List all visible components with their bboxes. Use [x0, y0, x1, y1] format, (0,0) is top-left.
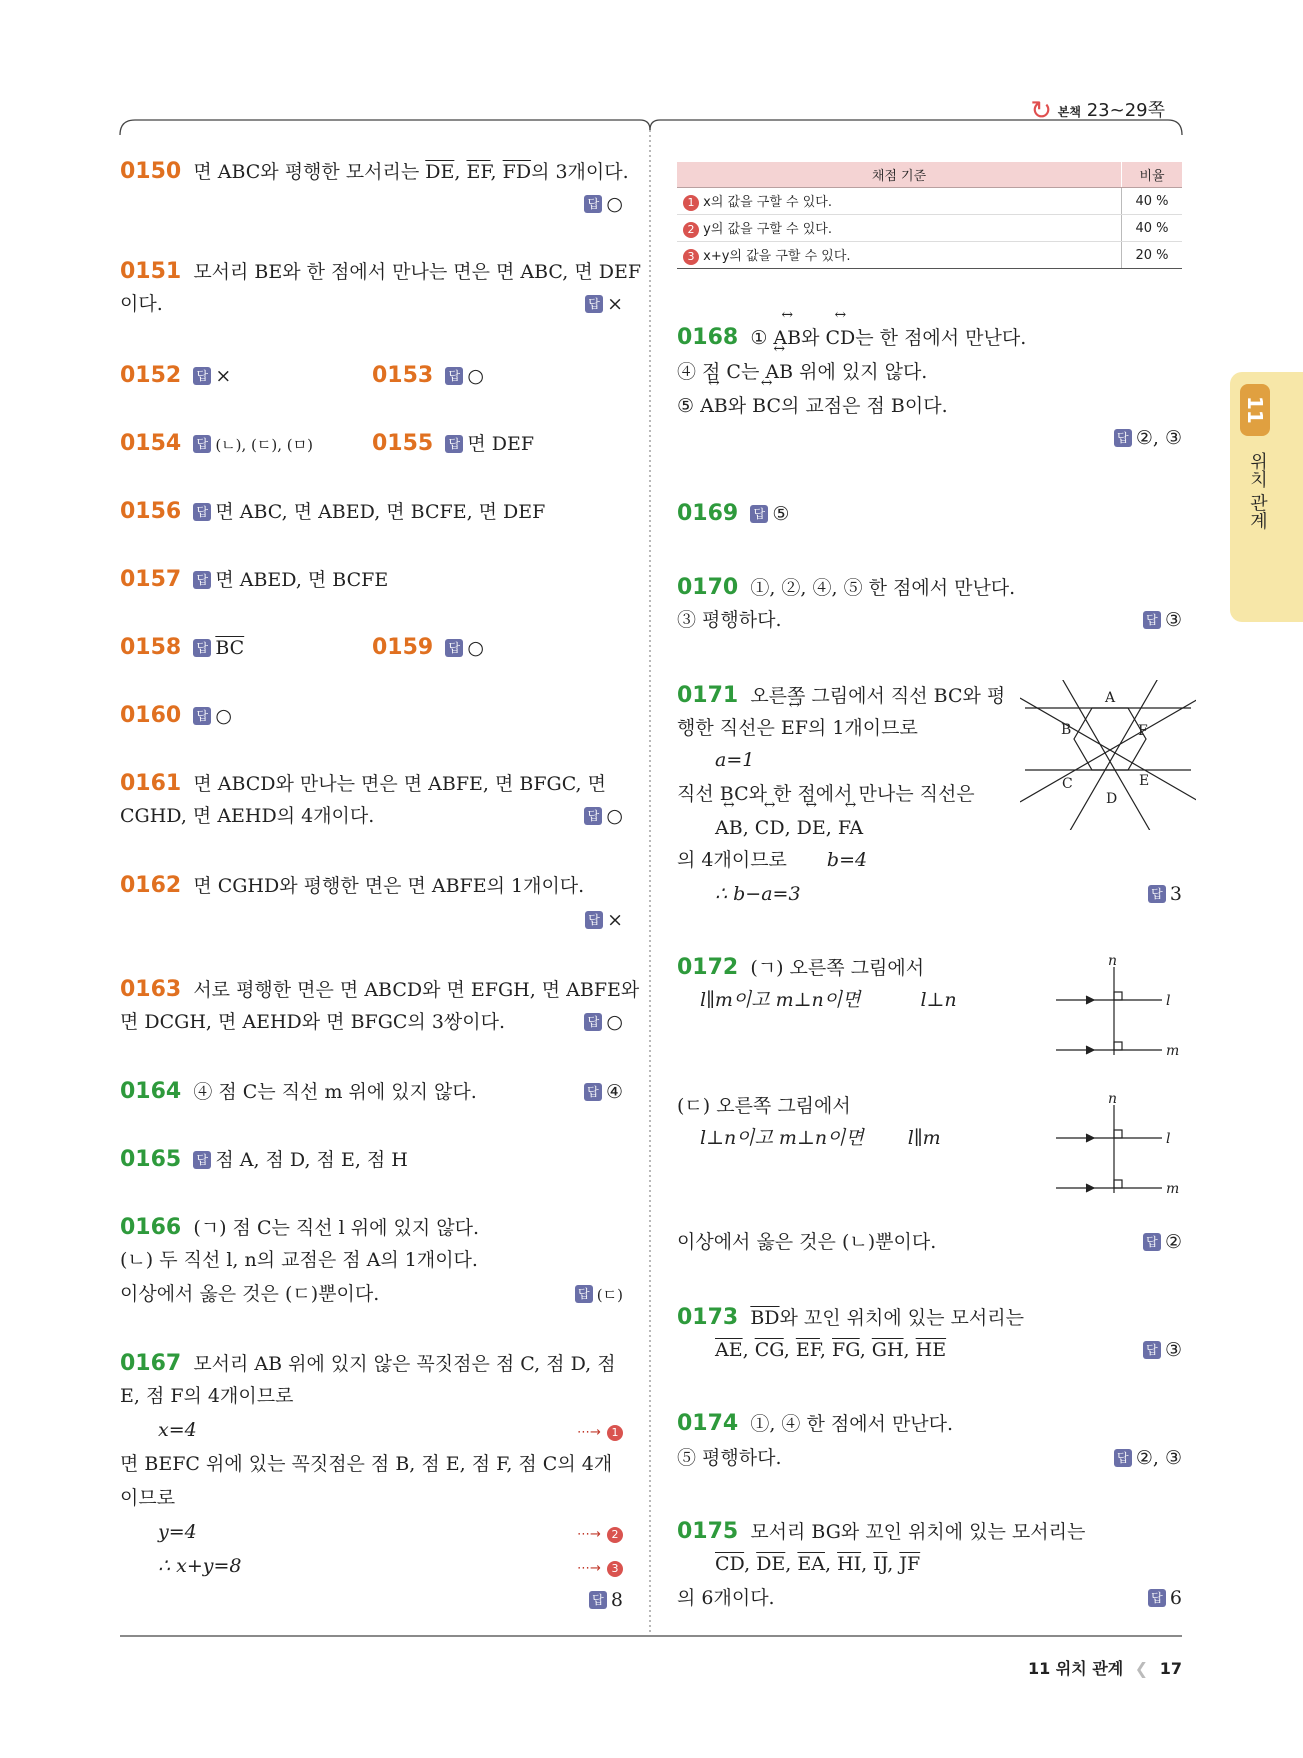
answer-badge: 답: [585, 911, 603, 929]
problem-0155: [372, 430, 534, 458]
problem-number: 0168: [677, 325, 739, 350]
answer-0170: [1143, 606, 1182, 634]
problem-0165: [120, 1146, 408, 1174]
answer-badge: 답: [1143, 1341, 1161, 1359]
answer-value: ×: [215, 365, 232, 387]
solution-text: l∥m: [907, 1127, 941, 1149]
segment: $\overline{CG}$: [754, 1339, 784, 1361]
solution-text: 면 ABC와 평행한 모서리는: [193, 161, 426, 183]
problem-number: 0171: [677, 683, 739, 708]
answer-value: ③: [1164, 1339, 1182, 1361]
solution-text: 와: [801, 327, 826, 349]
problem-0167-line6: y=4: [158, 1521, 197, 1543]
answer-value: ②, ③: [1135, 1447, 1182, 1469]
segment: $\overline{DE}$: [425, 161, 455, 183]
problem-number: 0154: [120, 431, 182, 456]
criteria-text: y의 값을 구할 수 있다.: [703, 222, 832, 237]
solution-text: 행한 직선은: [677, 717, 781, 739]
solution-text: 모서리 AB 위에 있지 않은 꼭짓점은 점 C, 점 D, 점: [193, 1353, 616, 1375]
step-marker-2: ⋯→ 2: [577, 1518, 623, 1549]
answer-badge: 답: [1114, 1449, 1132, 1467]
page-number: 17: [1159, 1659, 1182, 1678]
answer-badge: 답: [445, 367, 463, 385]
problem-0171-line2: [677, 714, 918, 742]
segment: $\overline{JF}$: [899, 1553, 921, 1575]
line-symbol: ↔ AB: [765, 358, 793, 386]
grading-criteria-table: [677, 162, 1182, 269]
problem-0171-line4: 직선 BC와 한 점에서 만나는 직선은: [677, 783, 975, 805]
book-label: 본책: [1057, 105, 1081, 119]
problem-0164: [120, 1078, 477, 1106]
answer-0173: [1143, 1336, 1182, 1364]
answer-value: 8: [610, 1589, 623, 1611]
problem-number: 0159: [372, 635, 434, 660]
answer-badge: 답: [584, 195, 602, 213]
solution-text: l∥m이고 m⊥n이면: [700, 989, 861, 1011]
solution-text: ⑤: [677, 395, 701, 417]
line-symbol: ↔ DE: [797, 814, 826, 842]
page-range: 23~29쪽: [1086, 100, 1165, 121]
criteria-text: x+y의 값을 구할 수 있다.: [703, 249, 851, 264]
problem-number: 0175: [677, 1519, 739, 1544]
line-symbol: ↔ AB: [773, 324, 801, 352]
problem-0175-line2: $\overline{CD}$, $\overline{DE}$, $\overline{EA}$, $\overline{HI}$, $\overline{IJ}$, $\overline{JF}$: [715, 1553, 921, 1575]
solution-text: 의 4개이므로: [677, 849, 787, 871]
problem-number: 0151: [120, 259, 182, 284]
chevron-left-icon: ❮: [1134, 1659, 1149, 1678]
problem-0171-line7: ∴ b−a=3: [715, 883, 801, 905]
problem-number: 0160: [120, 703, 182, 728]
answer-0163: [584, 1008, 623, 1036]
answer-0175: [1148, 1584, 1182, 1612]
table-header-row: [677, 162, 1182, 188]
answer-value: 면 ABC, 면 ABED, 면 BCFE, 면 DEF: [215, 501, 546, 523]
segment: $\overline{FD}$: [502, 161, 532, 183]
problem-0171-line5: ↔ AB, ↔ CD, ↔ DE, ↔ FA: [715, 814, 863, 842]
answer-badge: 답: [750, 505, 768, 523]
segment: $\overline{EF}$: [795, 1339, 820, 1361]
answer-value: ○: [606, 805, 623, 827]
problem-0170-line2: ③ 평행하다.: [677, 609, 782, 631]
answer-0172: [1143, 1228, 1182, 1256]
ratio-cell: 20 %: [1122, 242, 1183, 269]
label-n: n: [1108, 1093, 1118, 1107]
label-A: A: [1105, 690, 1116, 706]
problem-0171-line6: [677, 846, 867, 874]
label-m: m: [1166, 1181, 1180, 1193]
line-symbol: ↔ FA: [838, 814, 863, 842]
label-l: l: [1166, 993, 1171, 1009]
answer-value: ×: [607, 293, 623, 315]
answer-value: 6: [1169, 1587, 1182, 1609]
ratio-header: 비율: [1122, 162, 1183, 188]
answer-badge: 답: [193, 707, 211, 725]
problem-number: 0170: [677, 575, 739, 600]
problem-0168-line3: [677, 392, 948, 420]
problem-0169: [677, 500, 789, 528]
label-l: l: [1166, 1131, 1171, 1147]
answer-0168: [1114, 424, 1182, 452]
solution-text: ④ 점 C는 직선 m 위에 있지 않다.: [193, 1081, 477, 1103]
problem-0166-line2: (ㄴ) 두 직선 l, n의 교점은 점 A의 1개이다.: [120, 1249, 478, 1271]
problem-0150: [120, 158, 629, 186]
book-reference: [1030, 96, 1165, 126]
label-B: B: [1061, 722, 1072, 738]
answer-value: (ㄷ): [596, 1286, 623, 1304]
solution-text: (ㄱ) 점 C는 직선 l 위에 있지 않다.: [193, 1217, 479, 1239]
answer-badge: 답: [1148, 1589, 1166, 1607]
step-number: 2: [683, 222, 699, 238]
step-number: 1: [683, 195, 699, 211]
table-row: [677, 188, 1182, 215]
problem-number: 0165: [120, 1147, 182, 1172]
problem-0151-line2: 이다.: [120, 293, 163, 315]
solution-text: (ㄱ) 오른쪽 그림에서: [750, 957, 925, 979]
problem-0167-line2: E, 점 F의 4개이므로: [120, 1385, 294, 1407]
answer-0150: [584, 190, 623, 218]
problem-number: 0173: [677, 1305, 739, 1330]
ratio-cell: 40 %: [1122, 215, 1183, 242]
problem-0167-line7: ∴ x+y=8: [158, 1555, 242, 1577]
solution-text: ①, ④ 한 점에서 만난다.: [750, 1413, 954, 1435]
segment: $\overline{AE}$: [715, 1339, 743, 1361]
answer-value: ②, ③: [1135, 427, 1182, 449]
line-symbol: ↔ AB: [700, 392, 728, 420]
criteria-header: 채점 기준: [677, 162, 1122, 188]
problem-0172-line4: [700, 1124, 941, 1152]
solution-text: 의 3개이다.: [531, 161, 629, 183]
answer-badge: 답: [575, 1285, 593, 1303]
step-number: 3: [683, 249, 699, 265]
label-C: C: [1062, 776, 1073, 792]
problem-0151: [120, 258, 641, 286]
label-D: D: [1106, 791, 1118, 807]
line-symbol: ↔ CD: [826, 324, 856, 352]
problem-number: 0152: [120, 363, 182, 388]
answer-value: 면 DEF: [467, 433, 535, 455]
solution-text: 모서리 BG와 꼬인 위치에 있는 모서리는: [750, 1521, 1086, 1543]
solution-text: 의 1개이므로: [807, 717, 918, 739]
answer-0161: [584, 802, 623, 830]
answer-0164: [584, 1078, 623, 1106]
step-marker-1: ⋯→ 1: [577, 1416, 623, 1447]
line-symbol: ↔ CD: [755, 814, 785, 842]
problem-number: 0172: [677, 955, 739, 980]
problem-0175-line3: 의 6개이다.: [677, 1587, 775, 1609]
problem-0157: [120, 566, 388, 594]
problem-0174: [677, 1410, 953, 1438]
problem-0167-line3: x=4: [158, 1419, 197, 1441]
problem-0167-line5: 이므로: [120, 1487, 176, 1509]
answer-0162: [585, 906, 623, 934]
answer-badge: 답: [584, 807, 602, 825]
problem-0156: [120, 498, 545, 526]
problem-number: 0166: [120, 1215, 182, 1240]
solution-text: 오른쪽 그림에서 직선 BC와 평: [750, 685, 1006, 707]
answer-0151: [585, 290, 623, 318]
problem-number: 0155: [372, 431, 434, 456]
answer-badge: 답: [1114, 429, 1132, 447]
answer-badge: 답: [193, 1151, 211, 1169]
problem-0170: [677, 574, 1015, 602]
problem-number: 0161: [120, 771, 182, 796]
problem-0166-line3: 이상에서 옳은 것은 (ㄷ)뿐이다.: [120, 1283, 380, 1305]
problem-0173: [677, 1304, 1024, 1332]
perpendicular-diagram-1: [1052, 955, 1182, 1055]
problem-0158: [120, 634, 244, 662]
solution-text: l⊥n: [920, 989, 957, 1011]
step-number: 1: [607, 1425, 623, 1441]
problem-0168: [677, 324, 1026, 352]
label-F: F: [1138, 723, 1148, 739]
answer-badge: 답: [445, 435, 463, 453]
problem-number: 0150: [120, 159, 182, 184]
problem-0173-line2: $\overline{AE}$, $\overline{CG}$, $\overline{EF}$, $\overline{FG}$, $\overline{GH}$, $\overline{HE}$: [715, 1339, 947, 1361]
answer-0174: [1114, 1444, 1182, 1472]
problem-0172: [677, 954, 924, 982]
criteria-cell: [677, 215, 1122, 242]
problem-number: 0167: [120, 1351, 182, 1376]
separator: ,: [454, 161, 467, 183]
answer-badge: 답: [584, 1013, 602, 1031]
answer-badge: 답: [1148, 885, 1166, 903]
answer-badge: 답: [193, 503, 211, 521]
perpendicular-diagram-2: [1052, 1093, 1182, 1193]
problem-number: 0158: [120, 635, 182, 660]
problem-0159: [372, 634, 484, 662]
chapter-title: 위치 관계: [1247, 452, 1268, 530]
answer-value: ×: [607, 909, 623, 931]
problem-0171-line3: a=1: [715, 749, 755, 771]
solution-text: 위에 있지 않다.: [793, 361, 928, 383]
step-marker-3: ⋯→ 3: [577, 1552, 623, 1583]
step-number: 3: [607, 1561, 623, 1577]
hexagon-lines-diagram: [1020, 680, 1196, 830]
answer-value: 면 ABED, 면 BCFE: [215, 569, 389, 591]
answer-value: ②: [1164, 1231, 1182, 1253]
solution-text: 의 교점은 점 B이다.: [781, 395, 948, 417]
problem-number: 0162: [120, 873, 182, 898]
problem-0172-line5: 이상에서 옳은 것은 (ㄴ)뿐이다.: [677, 1231, 937, 1253]
problem-0172-line3: (ㄷ) 오른쪽 그림에서: [677, 1095, 851, 1117]
answer-0167: [589, 1586, 623, 1614]
solution-text: ①, ②, ④, ⑤ 한 점에서 만난다.: [750, 577, 1016, 599]
answer-badge: 답: [589, 1591, 607, 1609]
criteria-text: x의 값을 구할 수 있다.: [703, 195, 832, 210]
segment: $\overline{EA}$: [797, 1553, 825, 1575]
segment: $\overline{BD}$: [750, 1307, 780, 1329]
label-m: m: [1166, 1043, 1180, 1055]
solution-text: 서로 평행한 면은 면 ABCD와 면 EFGH, 면 ABFE와: [193, 979, 640, 1001]
answer-0171: [1148, 880, 1182, 908]
label-n: n: [1108, 955, 1118, 969]
problem-number: 0153: [372, 363, 434, 388]
solution-text: 와: [727, 395, 753, 417]
segment: $\overline{HI}$: [837, 1553, 862, 1575]
segment: $\overline{GH}$: [871, 1339, 904, 1361]
problem-number: 0164: [120, 1079, 182, 1104]
answer-badge: 답: [193, 639, 211, 657]
problem-0166: [120, 1214, 479, 1242]
page-footer: [1028, 1656, 1182, 1679]
line-symbol: ↔ EF: [781, 714, 808, 742]
table-row: [677, 242, 1182, 269]
solution-text: ④ 점 C는: [677, 361, 766, 383]
problem-0152: [120, 362, 231, 390]
segment: $\overline{CD}$: [715, 1553, 745, 1575]
problem-number: 0163: [120, 977, 182, 1002]
problem-0163: [120, 976, 639, 1004]
answer-value: $\overline{BC}$: [215, 637, 245, 659]
solution-text: l⊥n이고 m⊥n이면: [700, 1127, 864, 1149]
segment: $\overline{EF}$: [466, 161, 491, 183]
problem-0171: [677, 682, 1005, 710]
answer-badge: 답: [193, 571, 211, 589]
return-arrow-icon: ↻: [1030, 96, 1053, 126]
separator: ,: [490, 161, 503, 183]
answer-value: ○: [215, 705, 232, 727]
step-number: 2: [607, 1527, 623, 1543]
answer-value: 3: [1169, 883, 1182, 905]
problem-0175: [677, 1518, 1085, 1546]
answer-badge: 답: [445, 639, 463, 657]
solution-text: 모서리 BE와 한 점에서 만나는 면은 면 ABC, 면 DEF: [193, 261, 642, 283]
segment: $\overline{FG}$: [832, 1339, 860, 1361]
criteria-cell: [677, 242, 1122, 269]
chapter-number: 11: [1240, 384, 1270, 436]
answer-value: ○: [467, 637, 484, 659]
problem-0160: [120, 702, 232, 730]
segment: $\overline{IJ}$: [873, 1553, 888, 1575]
answer-badge: 답: [193, 367, 211, 385]
answer-value: ③: [1164, 609, 1182, 631]
answer-0166: [575, 1280, 623, 1309]
chapter-side-tab[interactable]: [1230, 372, 1303, 622]
segment: $\overline{DE}$: [756, 1553, 786, 1575]
problem-0172-line2: [700, 986, 957, 1014]
line-symbol: ↔ AB: [715, 814, 743, 842]
footer-chapter: 11 위치 관계: [1027, 1659, 1124, 1678]
problem-0162: [120, 872, 584, 900]
answer-badge: 답: [193, 435, 211, 453]
problem-0167-line4: 면 BEFC 위에 있는 꼭짓점은 점 B, 점 E, 점 F, 점 C의 4개: [120, 1453, 613, 1475]
answer-badge: 답: [584, 1083, 602, 1101]
problem-0154: [120, 430, 313, 459]
answer-value: ④: [605, 1081, 623, 1103]
problem-0163-line2: 면 DCGH, 면 AEHD와 면 BFGC의 3쌍이다.: [120, 1011, 506, 1033]
problem-number: 0156: [120, 499, 182, 524]
segment: $\overline{HE}$: [915, 1339, 947, 1361]
problem-0174-line2: ⑤ 평행하다.: [677, 1447, 782, 1469]
problem-0161-line2: CGHD, 면 AEHD의 4개이다.: [120, 805, 375, 827]
solution-text: 는 한 점에서 만난다.: [855, 327, 1027, 349]
solution-text: 면 ABCD와 만나는 면은 면 ABFE, 면 BFGC, 면: [193, 773, 606, 795]
solution-text: ①: [750, 327, 774, 349]
answer-badge: 답: [1143, 611, 1161, 629]
problem-0153: [372, 362, 484, 390]
answer-value: ○: [467, 365, 484, 387]
problem-number: 0169: [677, 501, 739, 526]
problem-number: 0157: [120, 567, 182, 592]
answer-badge: 답: [1143, 1233, 1161, 1251]
problem-0167: [120, 1350, 616, 1378]
ratio-cell: 40 %: [1122, 188, 1183, 215]
answer-value: ⑤: [772, 503, 790, 525]
answer-value: (ㄴ), (ㄷ), (ㅁ): [215, 436, 313, 454]
criteria-cell: [677, 188, 1122, 215]
solution-text: b=4: [826, 849, 868, 871]
problem-number: 0174: [677, 1411, 739, 1436]
answer-value: ○: [606, 193, 623, 215]
answer-value: ○: [606, 1011, 623, 1033]
line-symbol: ↔ BC: [752, 392, 781, 420]
answer-badge: 답: [585, 295, 603, 313]
solution-text: 와 꼬인 위치에 있는 모서리는: [779, 1307, 1024, 1329]
solution-text: 면 CGHD와 평행한 면은 면 ABFE의 1개이다.: [193, 875, 585, 897]
label-E: E: [1139, 773, 1150, 789]
table-row: [677, 215, 1182, 242]
problem-0161: [120, 770, 606, 798]
answer-value: 점 A, 점 D, 점 E, 점 H: [215, 1149, 408, 1171]
